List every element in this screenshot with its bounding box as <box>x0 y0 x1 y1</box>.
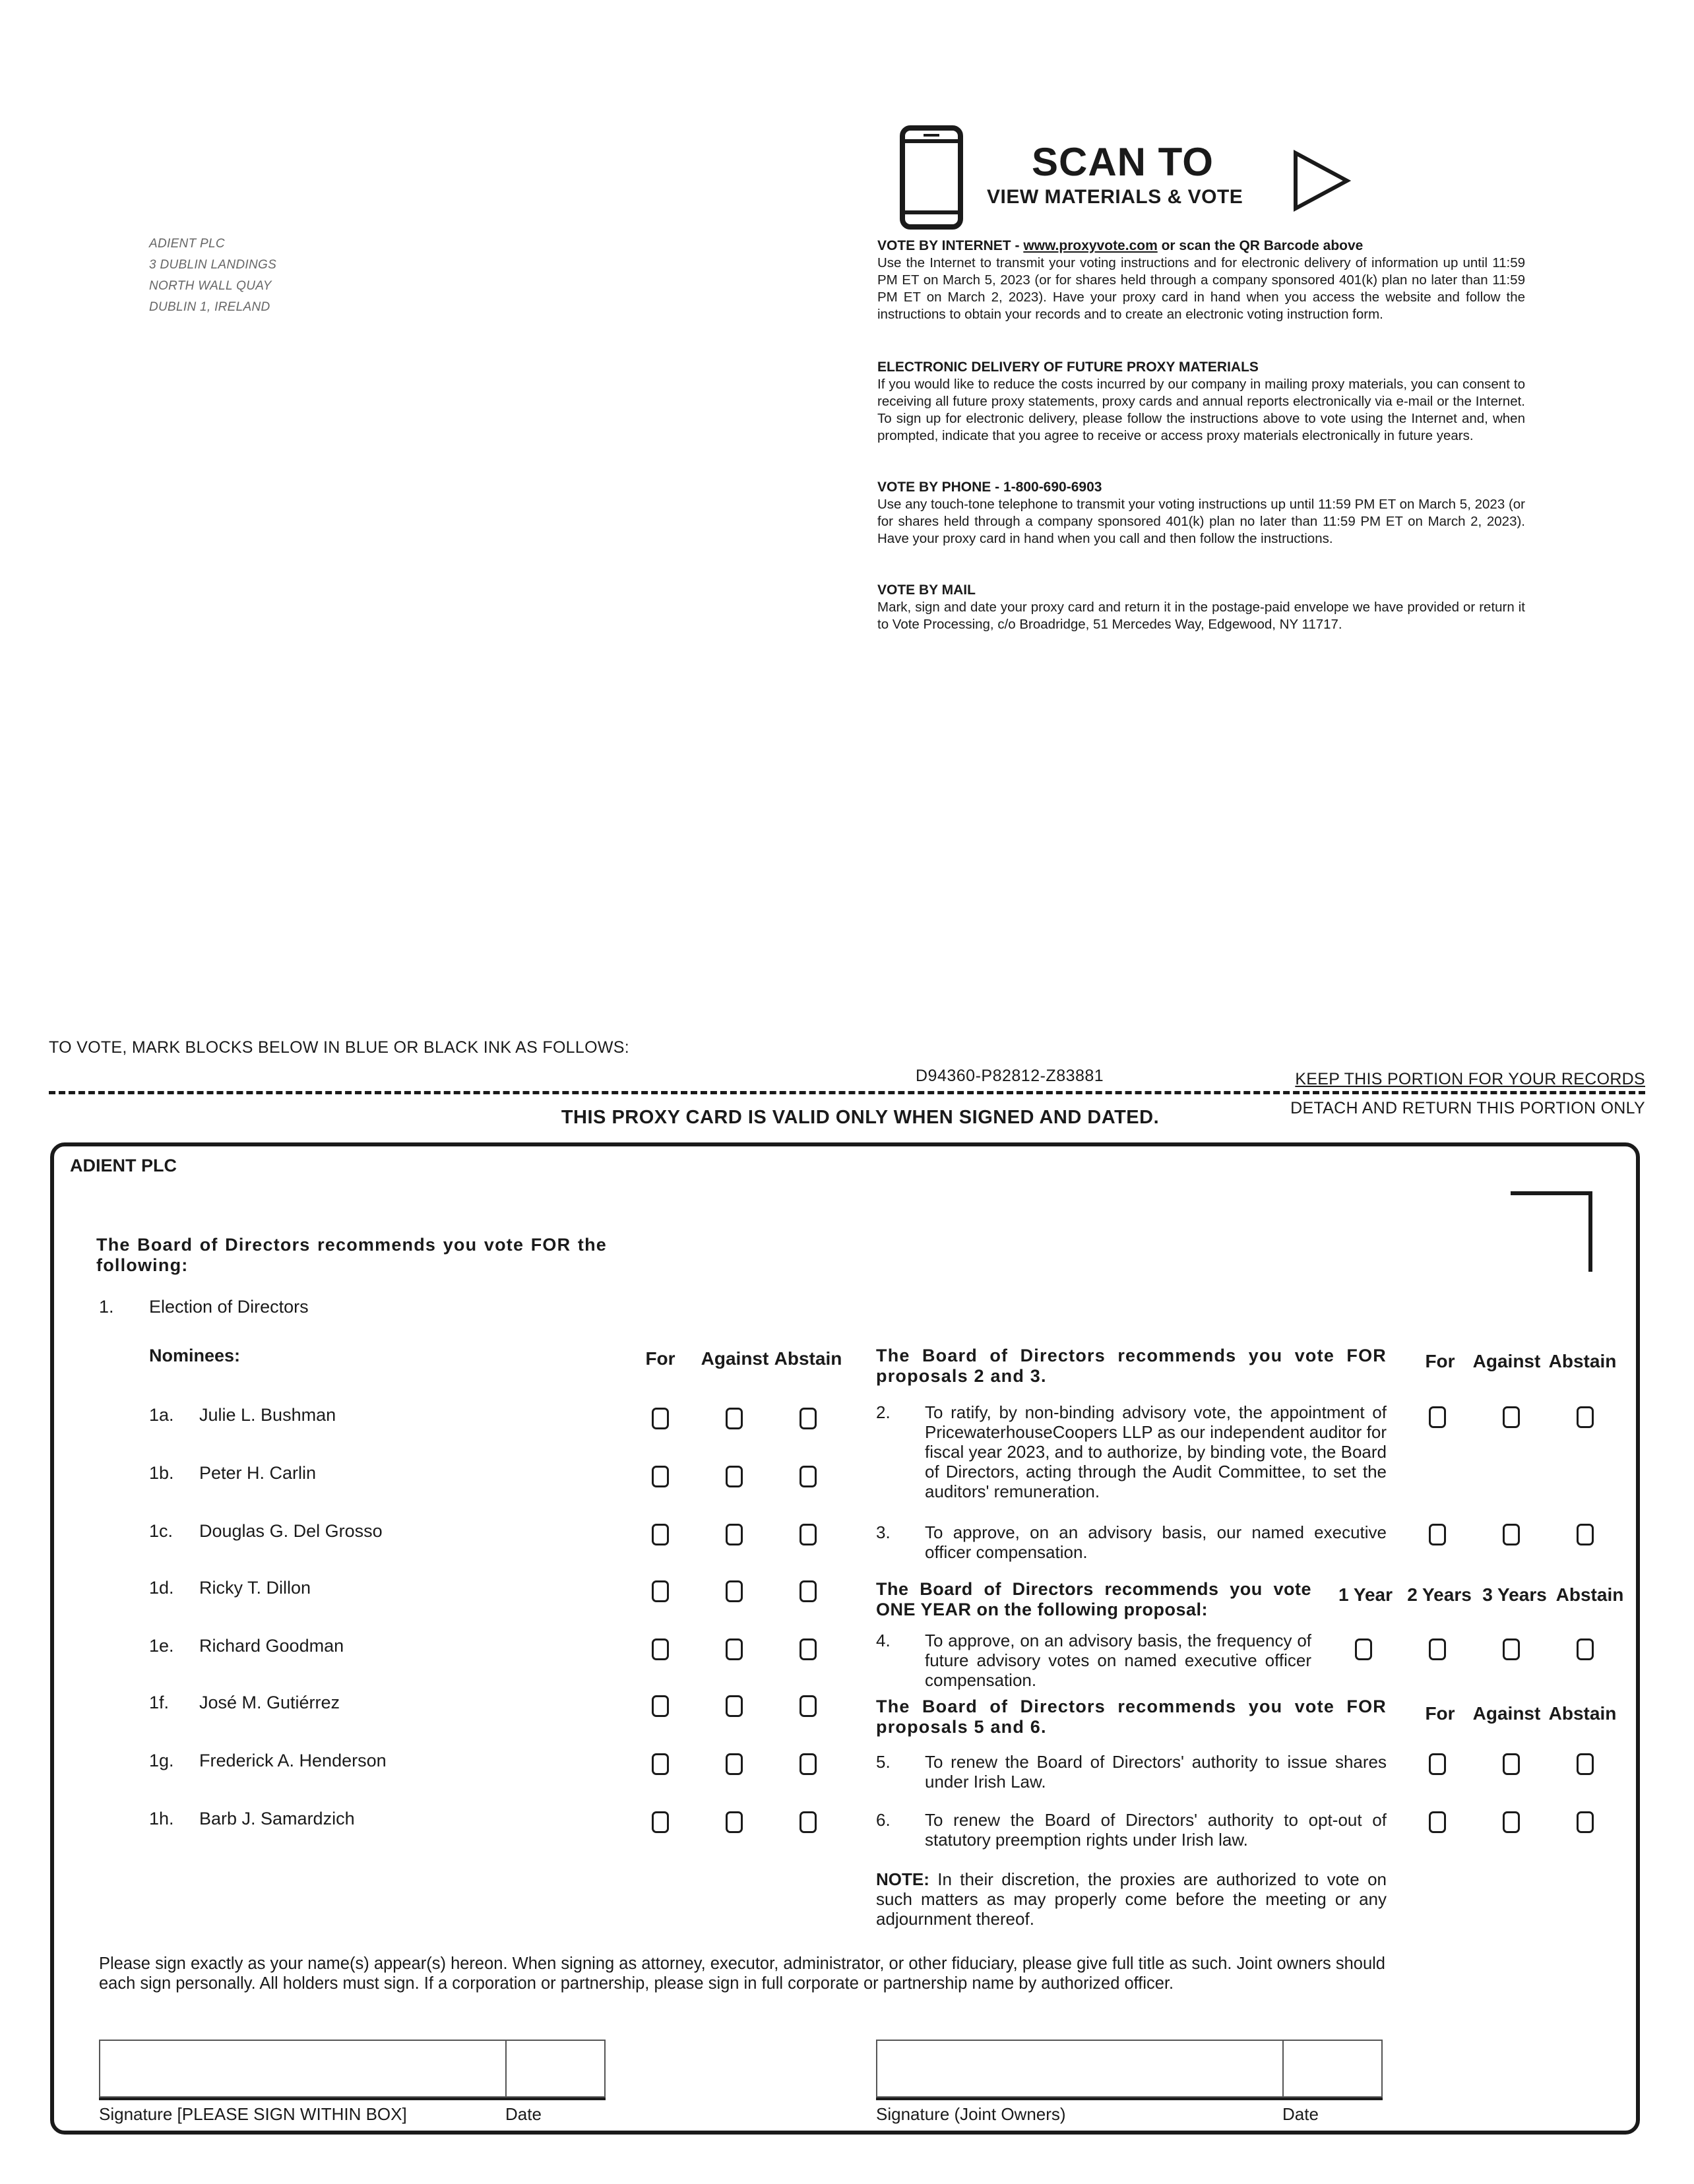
nominee-number: 1a. <box>149 1405 174 1425</box>
col-header-1-year: 1 Year <box>1338 1584 1393 1605</box>
nominee-name: Richard Goodman <box>199 1636 344 1656</box>
joint-date-box[interactable] <box>1282 2040 1383 2098</box>
electronic-delivery-body: If you would like to reduce the costs incurred by our company in mailing proxy materials, you can consent to receiving all future proxy statements, proxy cards and annual reports electronically via e-mail or the Internet. To sign up for electronic delivery, please follow the instructions above to vote using the Internet and, when prompted, indicate that you agree to receive or access proxy materials electronically in future years. <box>877 377 1525 443</box>
col-header-for: For <box>1425 1351 1455 1371</box>
proposal-2-against-checkbox[interactable] <box>1503 1406 1520 1428</box>
card-company-name: ADIENT PLC <box>70 1156 177 1175</box>
scan-heading: SCAN TO <box>1032 140 1214 184</box>
vote-against-checkbox[interactable] <box>726 1811 743 1833</box>
col-header-for: For <box>1425 1703 1455 1724</box>
nominee-number: 1c. <box>149 1521 173 1541</box>
col-header-against: Against <box>1472 1703 1541 1724</box>
joint-date-label: Date <box>1282 2104 1319 2124</box>
electronic-delivery-section <box>877 359 1525 445</box>
nominee-name: Frederick A. Henderson <box>199 1751 387 1770</box>
recommendation-proposals-5-6: The Board of Directors recommends you vote FOR proposals 5 and 6. <box>876 1697 1387 1737</box>
recommendation-proposals-2-3: The Board of Directors recommends you vote FOR proposals 2 and 3. <box>876 1346 1387 1386</box>
proposal-text: To ratify, by non-binding advisory vote, the appointment of PricewaterhouseCoopers LLP as our independent auditor for fiscal year 2023, and to authorize, by binding vote, the Board of Directors, acting through the Audit Committee, to set the auditors' remuneration. <box>925 1402 1387 1501</box>
nominee-name: Douglas G. Del Grosso <box>199 1521 383 1541</box>
detach-line <box>49 1091 1645 1094</box>
vote-against-checkbox[interactable] <box>726 1408 743 1429</box>
nominee-number: 1f. <box>149 1693 170 1712</box>
signature-label: Signature [PLEASE SIGN WITHIN BOX] <box>99 2104 407 2124</box>
nominee-number: 1b. <box>149 1463 174 1483</box>
proposal-4-2-years-checkbox[interactable] <box>1429 1638 1446 1660</box>
vote-abstain-checkbox[interactable] <box>800 1580 817 1602</box>
col-header-2-years: 2 Years <box>1407 1584 1472 1605</box>
col-header-abstain: Abstain <box>1555 1584 1624 1605</box>
proposal-5-against-checkbox[interactable] <box>1503 1753 1520 1775</box>
vote-abstain-checkbox[interactable] <box>800 1695 817 1717</box>
note-label: NOTE: <box>876 1869 929 1889</box>
signing-instructions: Please sign exactly as your name(s) appear(s) hereon. When signing as attorney, executor, administrator, or other fiduciary, please give full title as such. Joint owners should each sign personally. All holders must sign. If a corporation or partnership, please sign in full corporate or partnership name by authorized officer. <box>99 1954 1385 1993</box>
proposal-number: 6. <box>876 1810 891 1830</box>
vote-mail-section <box>877 582 1525 633</box>
nominee-name: Barb J. Samardzich <box>199 1809 355 1828</box>
nominee-name: José M. Gutiérrez <box>199 1693 340 1712</box>
vote-mail-heading: VOTE BY MAIL <box>877 582 976 598</box>
item1-label: Election of Directors <box>149 1297 309 1317</box>
date-box[interactable] <box>505 2040 606 2098</box>
to-vote-instruction: TO VOTE, MARK BLOCKS BELOW IN BLUE OR BLACK INK AS FOLLOWS: <box>49 1038 629 1057</box>
joint-signature-box[interactable] <box>876 2040 1284 2098</box>
col-header-abstain: Abstain <box>1548 1351 1617 1371</box>
address-line: 3 DUBLIN LANDINGS <box>149 258 277 272</box>
proposal-text: To approve, on an advisory basis, our named executive officer compensation. <box>925 1522 1387 1562</box>
nominee-number: 1h. <box>149 1809 174 1828</box>
proposal-4-1-year-checkbox[interactable] <box>1355 1638 1372 1660</box>
vote-abstain-checkbox[interactable] <box>800 1524 817 1545</box>
scan-subheading: VIEW MATERIALS & VOTE <box>987 186 1243 208</box>
vote-abstain-checkbox[interactable] <box>800 1638 817 1660</box>
joint-signature-label: Signature (Joint Owners) <box>876 2104 1066 2124</box>
vote-for-checkbox[interactable] <box>652 1524 669 1545</box>
proxy-note <box>876 1869 1387 1929</box>
address-line: NORTH WALL QUAY <box>149 279 272 293</box>
item1-number: 1. <box>99 1297 114 1317</box>
nominees-label: Nominees: <box>149 1346 241 1365</box>
address-line: ADIENT PLC <box>149 237 225 251</box>
vote-abstain-checkbox[interactable] <box>800 1466 817 1487</box>
proposal-text: To renew the Board of Directors' authority to opt-out of statutory preemption rights under Irish law. <box>925 1810 1387 1850</box>
proxyvote-link[interactable]: www.proxyvote.com <box>1023 238 1158 253</box>
vote-abstain-checkbox[interactable] <box>800 1753 817 1775</box>
proposal-3-abstain-checkbox[interactable] <box>1577 1524 1594 1545</box>
valid-notice: THIS PROXY CARD IS VALID ONLY WHEN SIGNED AND DATED. <box>561 1107 1160 1128</box>
vote-against-checkbox[interactable] <box>726 1524 743 1545</box>
proposal-3-for-checkbox[interactable] <box>1429 1524 1446 1545</box>
joint-signature-line <box>876 2098 1383 2100</box>
proposal-text: To approve, on an advisory basis, the frequency of future advisory votes on named executive officer compensation. <box>925 1631 1311 1690</box>
vote-abstain-checkbox[interactable] <box>800 1811 817 1833</box>
proposal-number: 5. <box>876 1752 891 1772</box>
vote-phone-section <box>877 479 1525 547</box>
keep-portion-label: KEEP THIS PORTION FOR YOUR RECORDS <box>1295 1070 1645 1088</box>
proposal-6-against-checkbox[interactable] <box>1503 1811 1520 1833</box>
vote-for-checkbox[interactable] <box>652 1408 669 1429</box>
nominee-number: 1d. <box>149 1578 174 1598</box>
play-arrow-icon <box>1292 149 1351 212</box>
nominee-name: Ricky T. Dillon <box>199 1578 311 1598</box>
vote-internet-section <box>877 237 1525 323</box>
nominee-number: 1e. <box>149 1636 174 1656</box>
proposal-text: To renew the Board of Directors' authority to issue shares under Irish Law. <box>925 1752 1387 1792</box>
col-header-against: Against <box>701 1348 769 1369</box>
vote-against-checkbox[interactable] <box>726 1638 743 1660</box>
smartphone-icon <box>900 125 963 230</box>
vote-against-checkbox[interactable] <box>726 1695 743 1717</box>
electronic-delivery-heading: ELECTRONIC DELIVERY OF FUTURE PROXY MATERIALS <box>877 359 1259 375</box>
signature-box[interactable] <box>99 2040 507 2098</box>
vote-internet-heading: VOTE BY INTERNET - www.proxyvote.com or scan the QR Barcode above <box>877 238 1364 253</box>
vote-abstain-checkbox[interactable] <box>800 1408 817 1429</box>
vote-for-checkbox[interactable] <box>652 1811 669 1833</box>
vote-phone-body: Use any touch-tone telephone to transmit your voting instructions up until 11:59 PM ET on March 5, 2023 (or for shares held through a company sponsored 401(k) plan no later than 11:59 PM ET on March 2, 2023). Have your proxy card in hand when you call and then follow the instructions. <box>877 497 1525 546</box>
proposal-4-3-years-checkbox[interactable] <box>1503 1638 1520 1660</box>
proposal-number: 2. <box>876 1402 891 1422</box>
proposal-2-abstain-checkbox[interactable] <box>1577 1406 1594 1428</box>
col-header-for: For <box>645 1348 675 1369</box>
proposal-6-abstain-checkbox[interactable] <box>1577 1811 1594 1833</box>
proposal-2-for-checkbox[interactable] <box>1429 1406 1446 1428</box>
address-line: DUBLIN 1, IRELAND <box>149 300 270 314</box>
vote-against-checkbox[interactable] <box>726 1580 743 1602</box>
proposal-4-abstain-checkbox[interactable] <box>1577 1638 1594 1660</box>
nominee-name: Julie L. Bushman <box>199 1405 336 1425</box>
proposal-3-against-checkbox[interactable] <box>1503 1524 1520 1545</box>
col-header-abstain: Abstain <box>1548 1703 1617 1724</box>
nominee-number: 1g. <box>149 1751 174 1770</box>
proposal-5-abstain-checkbox[interactable] <box>1577 1753 1594 1775</box>
col-header-abstain: Abstain <box>774 1348 842 1369</box>
proposal-number: 4. <box>876 1631 891 1650</box>
vote-mail-body: Mark, sign and date your proxy card and return it in the postage-paid envelope we have provided or return it to Vote Processing, c/o Broadridge, 51 Mercedes Way, Edgewood, NY 11717. <box>877 600 1525 632</box>
vote-against-checkbox[interactable] <box>726 1466 743 1487</box>
corner-mark <box>1511 1191 1592 1272</box>
return-address <box>149 234 276 318</box>
col-header-against: Against <box>1472 1351 1541 1371</box>
note-text: In their discretion, the proxies are authorized to vote on such matters as may properly come before the meeting or any adjournment thereof. <box>876 1869 1387 1929</box>
detach-portion-label: DETACH AND RETURN THIS PORTION ONLY <box>1290 1099 1645 1117</box>
proposal-5-for-checkbox[interactable] <box>1429 1753 1446 1775</box>
recommendation-proposal-4: The Board of Directors recommends you vote ONE YEAR on the following proposal: <box>876 1579 1311 1619</box>
proposal-number: 3. <box>876 1522 891 1542</box>
vote-for-checkbox[interactable] <box>652 1753 669 1775</box>
vote-for-checkbox[interactable] <box>652 1638 669 1660</box>
proposal-6-for-checkbox[interactable] <box>1429 1811 1446 1833</box>
vote-against-checkbox[interactable] <box>726 1753 743 1775</box>
nominee-name: Peter H. Carlin <box>199 1463 317 1483</box>
vote-for-checkbox[interactable] <box>652 1580 669 1602</box>
vote-for-checkbox[interactable] <box>652 1695 669 1717</box>
signature-line <box>99 2098 606 2100</box>
recommendation-directors: The Board of Directors recommends you vote FOR the following: <box>96 1235 607 1275</box>
control-number: D94360-P82812-Z83881 <box>916 1067 1104 1085</box>
date-label: Date <box>505 2104 542 2124</box>
vote-phone-heading: VOTE BY PHONE - 1-800-690-6903 <box>877 480 1102 495</box>
vote-for-checkbox[interactable] <box>652 1466 669 1487</box>
vote-internet-body: Use the Internet to transmit your voting instructions and for electronic delivery of information up until 11:59 PM ET on March 5, 2023 (or for shares held through a company sponsored 401(k) plan no later than 11:59 PM ET on March 2, 2023). Have your proxy card in hand when you access the website and follow the instructions to obtain your records and to create an electronic voting instruction form. <box>877 255 1525 322</box>
col-header-3-years: 3 Years <box>1482 1584 1547 1605</box>
